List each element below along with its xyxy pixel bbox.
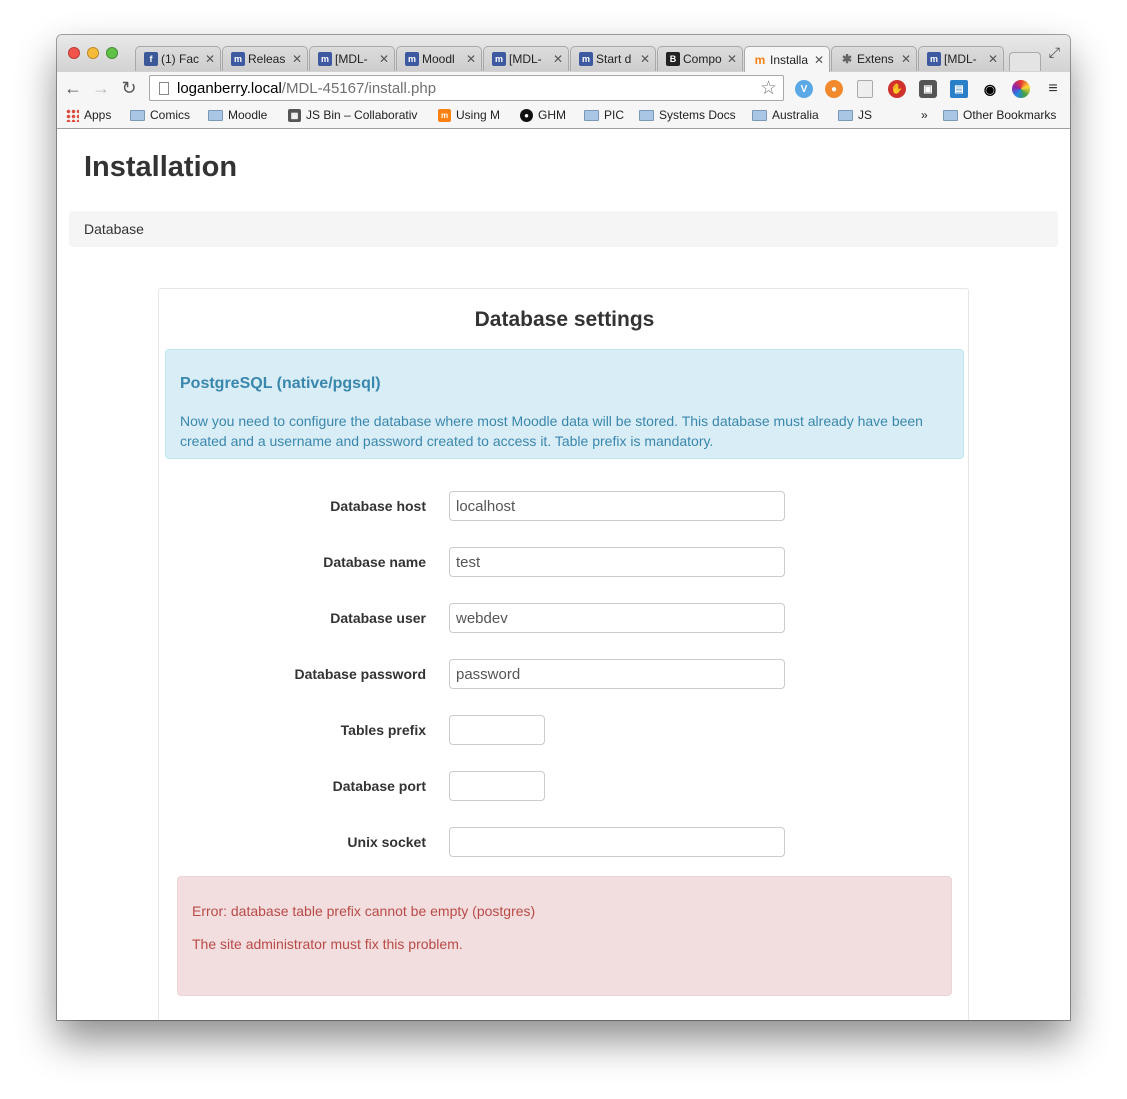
- close-tab-icon[interactable]: ✕: [204, 52, 216, 66]
- folder-icon: [639, 110, 654, 121]
- page-content: [57, 129, 1070, 1020]
- dbname-input[interactable]: [449, 547, 785, 577]
- page-icon: [159, 82, 169, 95]
- bookmarks-bar: [57, 104, 1070, 129]
- tab-strip: [57, 35, 1070, 72]
- browser-tab[interactable]: [918, 46, 1004, 71]
- github-icon: ●: [520, 109, 533, 122]
- close-tab-icon[interactable]: ✕: [378, 52, 390, 66]
- error-message: Error: database table prefix cannot be empty (postgres): [192, 903, 536, 919]
- facebook-icon: f: [144, 52, 158, 66]
- bookmark-label: Other Bookmarks: [963, 108, 1057, 122]
- forward-icon[interactable]: →: [92, 77, 110, 98]
- tab-label: [MDL-: [944, 52, 977, 66]
- dbport-input[interactable]: [449, 771, 545, 801]
- bookmark-label: Systems Docs: [659, 108, 736, 122]
- window-resizer-extension-icon[interactable]: ▤: [950, 80, 968, 98]
- jsbin-icon: ▦: [288, 109, 301, 122]
- close-tab-icon[interactable]: ✕: [813, 52, 825, 67]
- reload-icon[interactable]: ↻: [121, 77, 137, 98]
- tab-label: Installa: [770, 52, 809, 67]
- bookmark-page[interactable]: [438, 108, 500, 122]
- tab-label: Releas: [248, 52, 286, 66]
- error-note: The site administrator must fix this problem.: [192, 936, 463, 952]
- tab-label: Extens: [857, 52, 894, 66]
- screen-capture-extension-icon[interactable]: ▣: [919, 80, 937, 98]
- breadcrumb: [69, 211, 1058, 247]
- eyedropper-extension-icon[interactable]: ●: [825, 80, 843, 98]
- close-tab-icon[interactable]: ✕: [900, 52, 912, 66]
- moodle-icon: m: [438, 109, 451, 122]
- bookmark-label: JS: [858, 108, 873, 122]
- form-row-dbhost: [159, 491, 970, 521]
- form-row-dbpass: [159, 659, 970, 689]
- folder-icon: [838, 110, 853, 121]
- url-host: loganberry.local: [177, 79, 282, 97]
- fullscreen-icon[interactable]: ⤢: [1048, 44, 1060, 60]
- bookmark-apps[interactable]: [66, 108, 111, 122]
- prefix-input[interactable]: [449, 715, 545, 745]
- bookmark-label: JS Bin – Collaborativ: [306, 108, 418, 122]
- browser-tab[interactable]: [483, 46, 569, 71]
- puzzle-icon: ✱: [841, 52, 853, 66]
- tabs: [135, 46, 1041, 72]
- color-extension-icon[interactable]: [1012, 80, 1030, 98]
- folder-icon: [752, 110, 767, 121]
- panel-title: Database settings: [474, 308, 655, 331]
- bookmark-label: GHM: [538, 108, 566, 122]
- close-tab-icon[interactable]: ✕: [552, 52, 564, 66]
- close-tab-icon[interactable]: ✕: [291, 52, 303, 66]
- breadcrumb-item: Database: [84, 221, 144, 237]
- bookmark-label: Comics: [150, 108, 191, 122]
- dbuser-input[interactable]: [449, 603, 785, 633]
- new-tab-button[interactable]: [1009, 52, 1041, 71]
- back-icon[interactable]: ←: [64, 77, 82, 98]
- dbpass-input[interactable]: [449, 659, 785, 689]
- url-path: /MDL-45167/install.php: [281, 79, 437, 97]
- moodle-tracker-icon: m: [318, 52, 332, 66]
- close-window-button[interactable]: [68, 47, 80, 59]
- dbpass-label: Database password: [294, 666, 426, 682]
- tab-label: Compo: [683, 52, 722, 66]
- bookmark-label: PIC: [604, 108, 625, 122]
- close-tab-icon[interactable]: ✕: [987, 52, 999, 66]
- browser-toolbar: [57, 72, 1070, 104]
- bookmark-folder[interactable]: [584, 108, 624, 122]
- dbhost-label: Database host: [330, 498, 426, 514]
- page-title: Installation: [84, 151, 238, 183]
- browser-window: [57, 35, 1070, 1020]
- bookmark-label: Apps: [84, 108, 112, 122]
- close-tab-icon[interactable]: ✕: [465, 52, 477, 66]
- tab-label: [MDL-: [509, 52, 542, 66]
- database-settings-panel: [158, 288, 969, 1020]
- apps-icon: [66, 109, 79, 122]
- browser-tab[interactable]: [396, 46, 482, 71]
- browser-tab[interactable]: [222, 46, 308, 71]
- menu-icon[interactable]: ≡: [1048, 80, 1058, 97]
- tab-label: Moodl: [422, 52, 455, 66]
- form-row-dbsocket: [159, 827, 970, 857]
- bookmark-folder[interactable]: [838, 108, 872, 122]
- dbsocket-label: Unix socket: [347, 834, 426, 850]
- form-row-dbname: [159, 547, 970, 577]
- browser-tab[interactable]: [135, 46, 221, 71]
- dbname-label: Database name: [323, 554, 426, 570]
- browser-tab[interactable]: [309, 46, 395, 71]
- bookmarks-overflow-chevron[interactable]: »: [921, 108, 928, 122]
- bookmark-star-icon[interactable]: ☆: [759, 78, 777, 99]
- bookmark-label: Moodle: [228, 108, 268, 122]
- bookmark-other[interactable]: [943, 108, 1056, 122]
- browser-tab[interactable]: [831, 46, 917, 71]
- prefix-label: Tables prefix: [340, 722, 426, 738]
- tab-label: (1) Fac: [161, 52, 200, 66]
- bookmark-folder[interactable]: [639, 108, 736, 122]
- browser-tab[interactable]: [570, 46, 656, 71]
- form-row-dbport: [159, 771, 970, 801]
- moodle-tracker-icon: m: [492, 52, 506, 66]
- vimium-extension-icon[interactable]: V: [795, 80, 813, 98]
- bookmark-folder[interactable]: [752, 108, 819, 122]
- form-row-prefix: [159, 715, 970, 745]
- folder-icon: [943, 110, 958, 121]
- folder-icon: [208, 110, 223, 121]
- zoom-window-button[interactable]: [106, 47, 118, 59]
- moodle-tracker-icon: m: [927, 52, 941, 66]
- tab-label: Start d: [596, 52, 632, 66]
- bookmark-page[interactable]: [288, 108, 422, 122]
- eye-extension-icon[interactable]: ◉: [983, 80, 997, 97]
- bookmark-label: Australia: [772, 108, 819, 122]
- error-alert: [177, 876, 952, 996]
- minimize-window-button[interactable]: [87, 47, 99, 59]
- notes-extension-icon[interactable]: [857, 80, 873, 98]
- browser-tab[interactable]: [657, 46, 743, 71]
- close-tab-icon[interactable]: ✕: [639, 52, 651, 66]
- info-alert: [165, 349, 964, 459]
- window-controls: [68, 47, 118, 59]
- tab-label: [MDL-: [335, 52, 368, 66]
- driver-title: PostgreSQL (native/pgsql): [180, 375, 381, 392]
- bookmark-page[interactable]: [520, 108, 566, 122]
- bookmark-folder[interactable]: [130, 108, 190, 122]
- adblock-extension-icon[interactable]: ✋: [888, 80, 906, 98]
- close-tab-icon[interactable]: ✕: [726, 52, 738, 66]
- info-text: Now you need to configure the database where most Moodle data will be stored. This database must already have been created and a username and password created to access it. Table prefix is mandatory.: [180, 413, 923, 449]
- folder-icon: [130, 110, 145, 121]
- address-bar[interactable]: [149, 75, 784, 101]
- browser-tab-active[interactable]: [744, 46, 830, 72]
- moodle-tracker-icon: m: [231, 52, 245, 66]
- bootstrap-icon: B: [666, 52, 680, 66]
- form-row-dbuser: [159, 603, 970, 633]
- bookmark-folder[interactable]: [208, 108, 267, 122]
- bookmark-label: Using M: [456, 108, 501, 122]
- dbport-label: Database port: [332, 778, 426, 794]
- folder-icon: [584, 110, 599, 121]
- dbsocket-input[interactable]: [449, 827, 785, 857]
- moodle-tracker-icon: m: [405, 52, 419, 66]
- moodle-tracker-icon: m: [579, 52, 593, 66]
- dbhost-input[interactable]: [449, 491, 785, 521]
- moodle-icon: m: [754, 52, 766, 67]
- dbuser-label: Database user: [330, 610, 426, 626]
